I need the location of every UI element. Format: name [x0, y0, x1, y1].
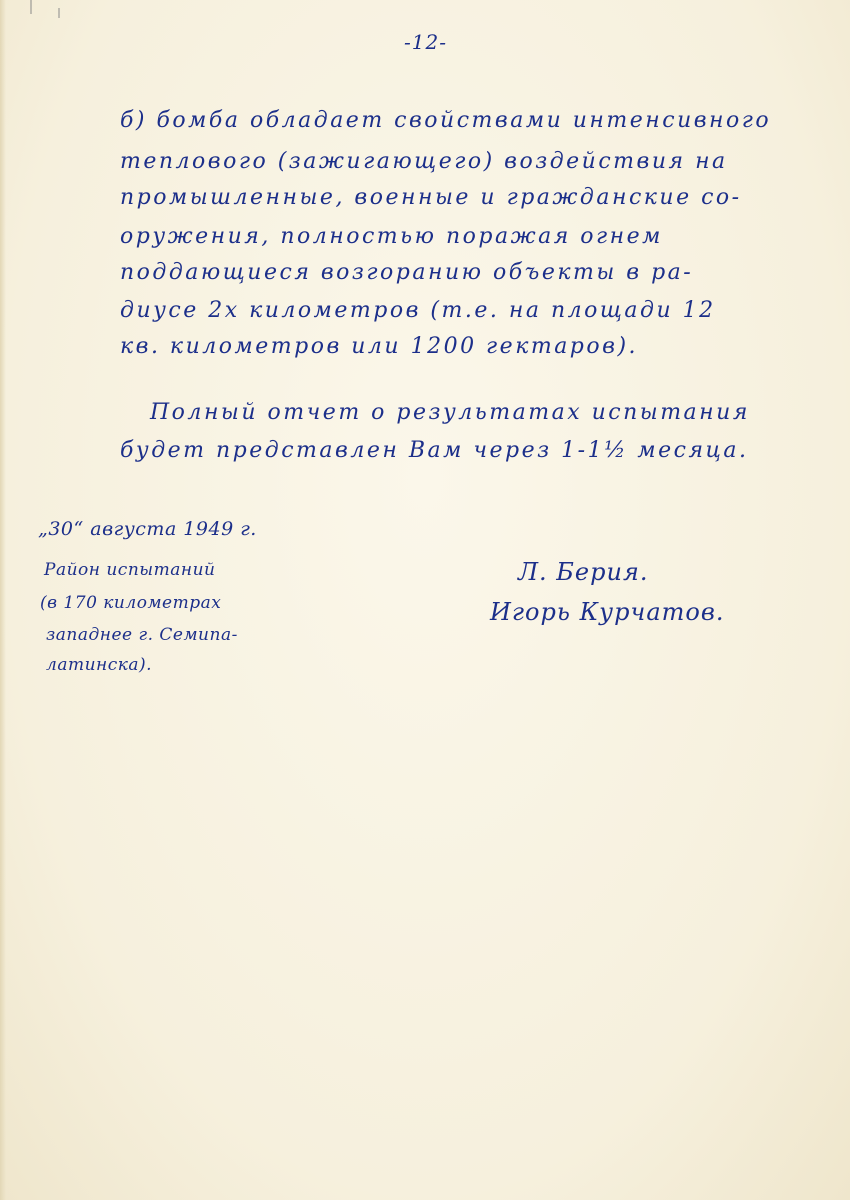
body-line: поддающиеся возгоранию объекты в ра- [120, 260, 694, 285]
margin-mark [58, 8, 60, 18]
body-line: промышленные, военные и гражданские со- [120, 185, 742, 210]
location-line: (в 170 километрах [40, 593, 222, 613]
location-line: Район испытаний [44, 560, 216, 580]
body-line: теплового (зажигающего) воздействия на [120, 149, 728, 174]
date-line: „30“ августа 1949 г. [38, 518, 257, 540]
body-line: диусе 2х километров (т.е. на площади 12 [120, 298, 716, 323]
margin-mark [30, 0, 32, 14]
body-line: б) бомба обладает свойствами интенсивного [120, 108, 772, 133]
report-line: будет представлен Вам через 1-1½ месяца. [120, 438, 749, 463]
body-line: кв. километров или 1200 гектаров). [120, 334, 639, 359]
signature-kurchatov: Игорь Курчатов. [490, 598, 725, 626]
location-line: западнее г. Семипа- [46, 625, 238, 645]
signature-beria: Л. Берия. [518, 558, 649, 586]
page-number: -12- [404, 30, 447, 54]
page-edge-shadow [0, 0, 6, 1200]
location-line: латинска). [46, 655, 153, 675]
body-line: оружения, полностью поражая огнем [120, 224, 663, 249]
report-line: Полный отчет о результатах испытания [150, 400, 750, 425]
